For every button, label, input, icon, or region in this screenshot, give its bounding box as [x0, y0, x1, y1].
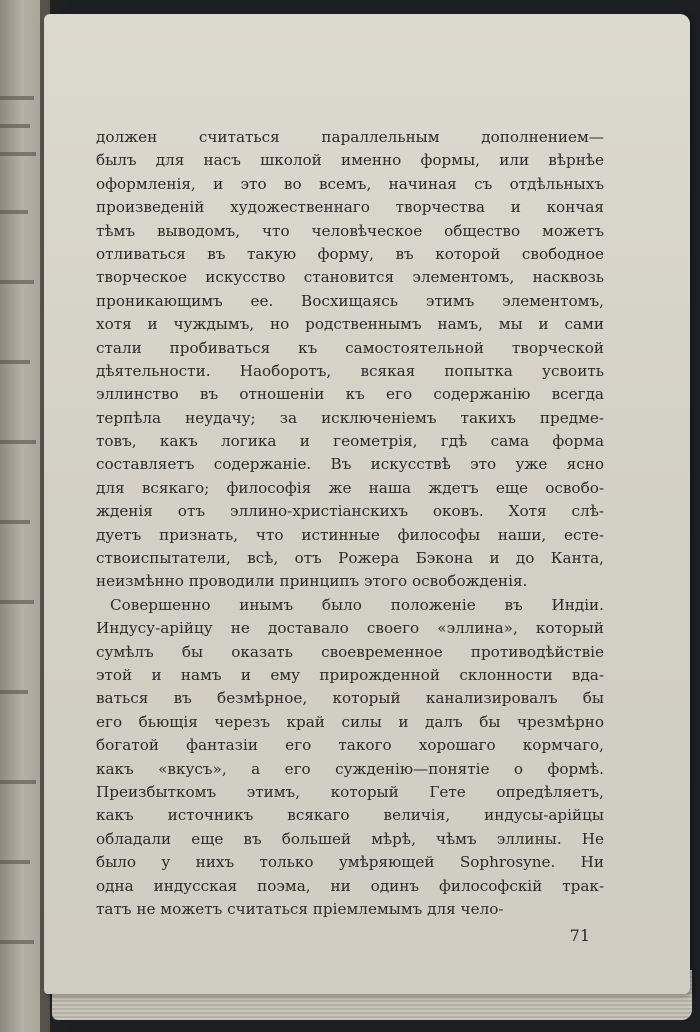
- facing-page-text-line: [0, 152, 36, 156]
- text-line: былъ для насъ школой именно формы, или вѣрнѣе: [96, 151, 604, 170]
- text-line: тѣмъ выводомъ, что человѣческое общество можетъ: [96, 221, 604, 240]
- body-text: [96, 126, 604, 921]
- facing-page-text-line: [0, 440, 36, 444]
- text-line: богатой фантазіи его такого хорошаго кормчаго,: [96, 736, 604, 755]
- text-line: его бьющія черезъ край силы и далъ бы чрезмѣрно: [96, 712, 604, 731]
- text-line: проникающимъ ее. Восхищаясь этимъ элементомъ,: [96, 291, 604, 310]
- facing-page-text-line: [0, 860, 30, 864]
- facing-page-text-line: [0, 360, 30, 364]
- text-line: неизмѣнно проводили принципъ этого освобожденія.: [96, 572, 528, 591]
- text-line: было у нихъ только умѣряющей Sophrosyne. Ни: [96, 853, 604, 872]
- facing-page-text-line: [0, 520, 30, 524]
- text-line: терпѣла неудачу; за исключеніемъ такихъ предме-: [96, 408, 604, 427]
- text-line: творческое искусство становится элементомъ, насквозь: [96, 268, 604, 287]
- text-line: стали пробиваться къ самостоятельной творческой: [96, 338, 604, 357]
- text-line: Индусу-арійцу не доставало своего «эллина», который: [96, 619, 604, 638]
- facing-page-text-line: [0, 124, 30, 128]
- facing-page-text-line: [0, 210, 28, 214]
- facing-page-text-line: [0, 940, 34, 944]
- text-line: какъ источникъ всякаго величія, индусы-арійцы: [96, 806, 604, 825]
- text-line: сумѣлъ бы оказать своевременное противодѣйствіе: [96, 642, 604, 661]
- facing-page-text-line: [0, 690, 28, 694]
- text-line: этой и намъ и ему прирожденной склонности вда-: [96, 665, 604, 684]
- text-line: товъ, какъ логика и геометрія, гдѣ сама форма: [96, 432, 604, 451]
- facing-page-text-line: [0, 780, 36, 784]
- book-page: [44, 14, 690, 994]
- text-line: должен считаться параллельным дополнением—: [96, 128, 604, 146]
- text-line: одна индусская поэма, ни одинъ философскій трак-: [96, 876, 604, 895]
- text-line: составляетъ содержаніе. Въ искусствѣ это уже ясно: [96, 455, 604, 474]
- text-line: для всякаго; философія же наша ждетъ еще освобо-: [96, 478, 604, 497]
- facing-page-text-line: [0, 600, 34, 604]
- text-line: жденія отъ эллино-христіанскихъ оковъ. Хотя слѣ-: [96, 502, 604, 521]
- facing-page-text-line: [0, 280, 34, 284]
- text-line: хотя и чуждымъ, но родственнымъ намъ, мы и сами: [96, 315, 604, 334]
- text-line: татъ не можетъ считаться пріемлемымъ для чело-: [96, 899, 504, 918]
- text-line: дѣятельности. Наоборотъ, всякая попытка усвоить: [96, 361, 604, 380]
- text-line: ваться въ безмѣрное, который канализировалъ бы: [96, 689, 604, 708]
- text-line: обладали еще въ большей мѣрѣ, чѣмъ эллины. Не: [96, 829, 604, 848]
- text-line: эллинство въ отношеніи къ его содержанію всегда: [96, 385, 604, 404]
- text-line: отливаться въ такую форму, въ которой свободное: [96, 244, 604, 263]
- text-line: оформленія, и это во всемъ, начиная съ отдѣльныхъ: [96, 174, 604, 193]
- page-number: 71: [569, 926, 590, 945]
- text-line: произведеній художественнаго творчества и кончая: [96, 198, 604, 217]
- facing-page-text-line: [0, 96, 34, 100]
- text-line: Совершенно инымъ было положеніе въ Индіи.: [110, 595, 604, 614]
- text-line: дуетъ признать, что истинные философы наши, есте-: [96, 525, 604, 544]
- text-line: какъ «вкусъ», а его сужденію—понятіе о формѣ.: [96, 759, 604, 778]
- text-line: ствоиспытатели, всѣ, отъ Рожера Бэкона и до Канта,: [96, 549, 604, 568]
- text-line: Преизбыткомъ этимъ, который Гете опредѣляетъ,: [96, 782, 604, 801]
